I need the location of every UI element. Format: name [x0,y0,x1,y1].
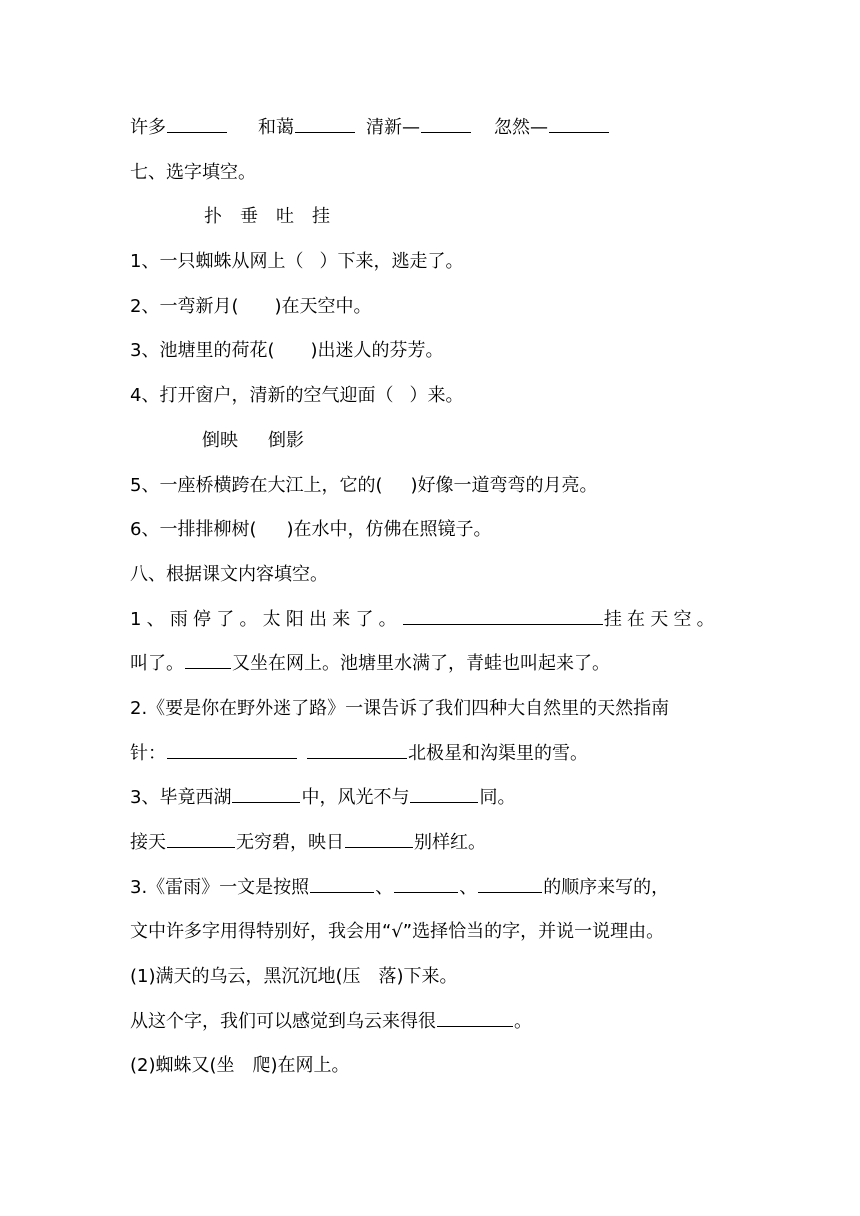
choice-row-2 [130,423,740,468]
choice-daoying-2: 倒影 [268,429,304,451]
question-4 [130,378,740,423]
thunder-reason-blank[interactable] [437,1004,513,1027]
word-xuduo: 许多 [130,117,166,138]
poem-line-1-text-a: 3、毕竟西湖 [130,787,232,809]
fill-1-blank-a[interactable] [403,602,603,625]
fill-1-text-d: 又坐在网上。池塘里水满了，青蛙也叫起来了。 [232,653,610,675]
fill-1-text-a: 1、雨停了。太阳出来了。 [130,608,402,630]
fill-2-blank-b[interactable] [307,736,407,759]
fill-1-line-1 [130,602,740,647]
thunder-sep-1: 、 [375,876,394,898]
fill-2-text-a: 针： [130,742,166,764]
poem-line-1-text-c: 同。 [479,787,516,809]
word-row [130,110,740,155]
poem-line-2-text-b: 无穷碧，映日 [236,832,344,853]
thunder-line-2: 文中许多字用得特别好，我会用“√”选择恰当的字，并说一说理由。 [130,921,665,943]
poem-blank-d[interactable] [345,825,413,848]
word-qingxin: 清新— [366,117,420,138]
question-3 [130,333,740,378]
fill-1-text-b: 挂在天空。 [603,608,720,630]
poem-line-2-text-c: 别样红。 [414,832,486,853]
poem-blank-c[interactable] [167,825,235,848]
question-2-text-b: )在天空中。 [274,295,372,317]
thunder-blank-a[interactable] [310,870,374,893]
poem-line-2-text-a: 接天 [130,832,166,853]
question-4-text-b: ）来。 [409,385,464,407]
question-6-text-b: )在水中，仿佛在照镜子。 [286,519,492,541]
question-2 [130,289,740,334]
fill-2-line-2 [130,736,740,781]
thunder-text-b: 的顺序来写的， [543,876,670,898]
question-3-text-b: )出迷人的芬芳。 [310,340,444,362]
poem-blank-b[interactable] [410,780,478,803]
thunder-sep-2: 、 [459,876,478,898]
fill-2-blank-a[interactable] [167,736,297,759]
thunder-line-1 [130,870,740,915]
question-6 [130,512,740,557]
choice-daoying-1: 倒映 [202,429,238,451]
blank-xuduo[interactable] [167,110,227,133]
thunder-blank-b[interactable] [394,870,458,893]
word-heai: 和蔼 [258,117,294,138]
thunder-q1-reason [130,1004,740,1049]
fill-2-line-1: 2.《要是你在野外迷了路》一课告诉了我们四种大自然里的天然指南 [130,697,670,719]
section-8-heading: 八、根据课文内容填空。 [130,563,328,585]
thunder-blank-c[interactable] [478,870,542,893]
choice-pu: 扑 [204,206,222,228]
question-5-text-b: )好像一道弯弯的月亮。 [410,474,598,496]
thunder-reason-text: 从这个字，我们可以感觉到乌云来得很 [130,1010,436,1032]
worksheet-page [130,110,740,1093]
question-2-text-a: 2、一弯新月( [130,295,239,317]
section-7-heading: 七、选字填空。 [130,161,256,183]
question-1-text-a: 1、一只蜘蛛从网上（ [130,251,304,273]
thunder-q2: (2)蜘蛛又(坐 爬)在网上。 [130,1055,350,1077]
question-1-text-b: ）下来，逃走了。 [319,251,464,273]
fill-1-text-c: 叫了。 [130,653,184,675]
blank-huran[interactable] [549,110,609,133]
question-3-text-a: 3、池塘里的荷花( [130,340,275,362]
poem-blank-a[interactable] [232,780,300,803]
choice-tu: 吐 [276,206,294,228]
poem-line-1 [130,780,740,825]
word-huran: 忽然— [494,117,548,138]
thunder-reason-end: 。 [514,1010,532,1032]
poem-line-1-text-b: 中，风光不与 [301,787,410,809]
poem-line-2 [130,825,740,870]
question-4-text-a: 4、打开窗户，清新的空气迎面（ [130,385,394,407]
choice-chui: 垂 [240,206,258,228]
question-1 [130,244,740,289]
choice-gua: 挂 [312,206,330,228]
fill-1-blank-b[interactable] [185,646,231,669]
question-5 [130,468,740,513]
choice-row-1 [130,199,740,244]
fill-2-text-b: 北极星和沟渠里的雪。 [408,742,588,764]
fill-1-line-2 [130,646,740,691]
question-5-text-a: 5、一座桥横跨在大江上，它的( [130,474,383,496]
blank-heai[interactable] [295,110,355,133]
thunder-q1: (1)满天的乌云，黑沉沉地(压 落)下来。 [130,966,458,988]
blank-qingxin[interactable] [421,110,471,133]
thunder-text-a: 3.《雷雨》一文是按照 [130,876,310,898]
question-6-text-a: 6、一排排柳树( [130,519,257,541]
